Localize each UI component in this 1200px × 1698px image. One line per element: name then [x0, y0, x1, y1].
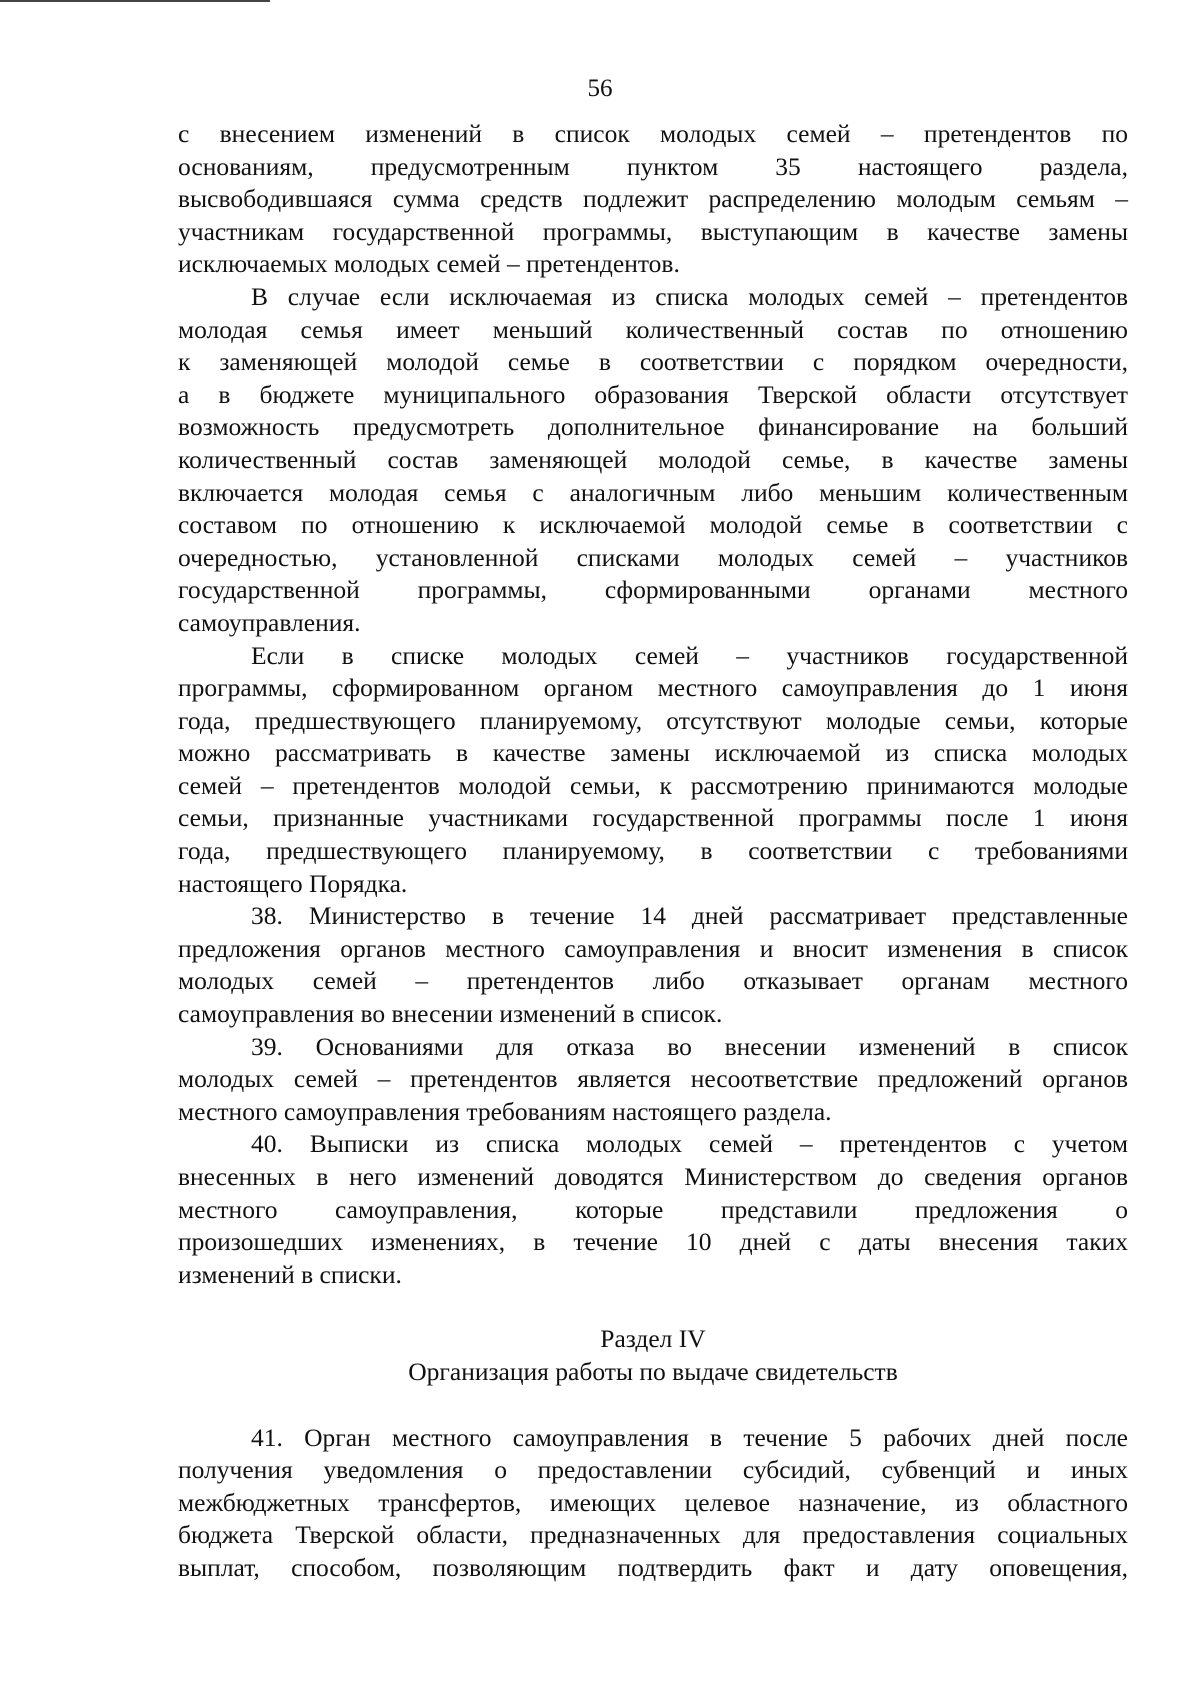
text-line: 39. Основаниями для отказа во внесении изменений в список: [251, 1031, 1128, 1061]
text-line: к заменяющей молодой семье в соответствии с порядком очередности,: [178, 347, 1128, 377]
scan-edge-mark: [0, 0, 270, 2]
text-line: включается молодая семья с аналогичным либо меньшим количественным: [178, 477, 1128, 507]
spacer: [178, 1389, 1128, 1422]
page-number: 56: [587, 75, 613, 102]
text-line: бюджета Тверской области, предназначенных для предоставления социальных: [178, 1520, 1128, 1550]
spacer: [178, 1291, 1128, 1323]
text-line: 38. Министерство в течение 14 дней рассматривает представленные: [251, 901, 1128, 931]
paragraph: [178, 1031, 1128, 1129]
text-line: программы, сформированном органом местного самоуправления до 1 июня: [178, 673, 1128, 703]
text-line: произошедших изменениях, в течение 10 дней с даты внесения таких: [178, 1227, 1128, 1257]
text-line: а в бюджете муниципального образования Тверской области отсутствует: [178, 379, 1128, 409]
paragraph: [178, 1422, 1128, 1585]
text-line: года, предшествующего планируемому, отсутствуют молодые семьи, которые: [178, 705, 1128, 735]
text-line: молодая семья имеет меньший количественный состав по отношению: [178, 314, 1128, 344]
text-line: местного самоуправления требованиям настоящего раздела.: [178, 1096, 832, 1126]
text-line: очередностью, установленной списками молодых семей – участников: [178, 542, 1128, 572]
paragraph: [178, 118, 1128, 281]
paragraph: [178, 640, 1128, 901]
paragraph: [178, 900, 1128, 1030]
text-line: получения уведомления о предоставлении субсидий, субвенций и иных: [178, 1455, 1128, 1485]
paragraph: [178, 1128, 1128, 1291]
text-line: В случае если исключаемая из списка молодых семей – претендентов: [251, 281, 1128, 311]
text-line: Если в списке молодых семей – участников государственной: [251, 640, 1128, 670]
text-line: с внесением изменений в список молодых семей – претендентов по: [178, 119, 1128, 148]
text-line: молодых семей – претендентов либо отказывает органам местного: [178, 966, 1128, 996]
paragraph: [178, 281, 1128, 640]
text-line: внесенных в него изменений доводятся Министерством до сведения органов: [178, 1162, 1128, 1191]
text-line: государственной программы, сформированными органами местного: [178, 575, 1128, 605]
text-line: изменений в списки.: [178, 1259, 402, 1289]
text-line: составом по отношению к исключаемой молодой семье в соответствии с: [178, 510, 1128, 540]
text-line: года, предшествующего планируемому, в соответствии с требованиями: [178, 836, 1128, 866]
text-line: исключаемых молодых семей – претендентов.: [178, 249, 680, 279]
paragraph-group-after: [178, 1422, 1128, 1585]
text-line: 41. Орган местного самоуправления в течение 5 рабочих дней после: [251, 1422, 1128, 1452]
text-line: семей – претендентов молодой семьи, к рассмотрению принимаются молодые: [178, 770, 1128, 800]
text-line: самоуправления во внесении изменений в список.: [178, 999, 723, 1029]
text-line: местного самоуправления, которые представили предложения о: [178, 1194, 1128, 1224]
section-number: Раздел IV: [600, 1324, 706, 1354]
text-line: настоящего Порядка.: [178, 868, 408, 898]
text-line: выплат, способом, позволяющим подтвердить факт и дату оповещения,: [178, 1552, 1128, 1582]
text-line: семьи, признанные участниками государственной программы после 1 июня: [178, 803, 1128, 833]
text-line: участникам государственной программы, выступающим в качестве замены: [178, 216, 1128, 246]
text-line: основаниям, предусмотренным пунктом 35 настоящего раздела,: [178, 151, 1128, 181]
paragraph-group-before: [178, 118, 1128, 1291]
text-line: высвободившаяся сумма средств подлежит распределению молодым семьям –: [178, 184, 1128, 214]
section-title: Организация работы по выдаче свидетельств: [408, 1356, 898, 1386]
document-body: [178, 118, 1128, 1585]
text-line: межбюджетных трансфертов, имеющих целевое назначение, из областного: [178, 1487, 1128, 1517]
text-line: самоуправления.: [178, 607, 361, 637]
text-line: предложения органов местного самоуправления и вносит изменения в список: [178, 933, 1128, 963]
text-line: возможность предусмотреть дополнительное финансирование на больший: [178, 412, 1128, 442]
text-line: молодых семей – претендентов является несоответствие предложений органов: [178, 1064, 1128, 1094]
text-line: можно рассматривать в качестве замены исключаемой из списка молодых: [178, 738, 1128, 768]
text-line: 40. Выписки из списка молодых семей – претендентов с учетом: [251, 1129, 1128, 1159]
text-line: количественный состав заменяющей молодой семье, в качестве замены: [178, 444, 1128, 474]
